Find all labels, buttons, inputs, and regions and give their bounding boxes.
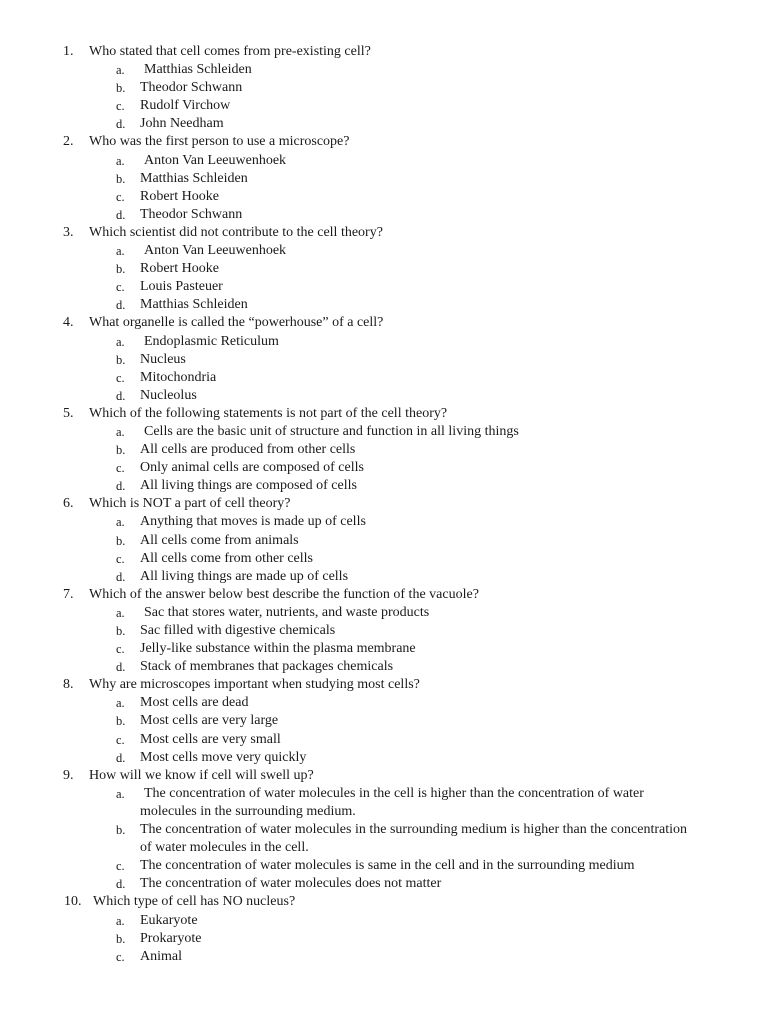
answer-option [0,568,768,586]
option-letter: a. [116,786,125,801]
question-8 [0,676,768,766]
option-text: All cells come from other cells [140,550,313,566]
option-letter: d. [116,388,126,403]
option-letter: c. [116,949,125,964]
option-letter: a. [116,515,125,530]
question-line [0,676,768,694]
question-number: 10. [64,894,82,910]
question-number: 3. [63,224,74,240]
answer-option [0,152,768,170]
answer-option [0,206,768,224]
answer-option [0,912,768,930]
option-letter: b. [116,823,126,838]
option-text: Anton Van Leeuwenhoek [144,243,287,259]
question-1 [0,43,768,133]
option-letter: b. [116,714,126,729]
option-text: Most cells are dead [140,695,249,711]
question-number: 6. [63,496,74,512]
option-letter: c. [116,551,125,566]
answer-option [0,423,768,441]
option-text: Anton Van Leeuwenhoek [144,152,287,168]
option-text: Robert Hooke [140,188,219,204]
option-letter: a. [116,244,125,259]
option-text: Eukaryote [140,912,198,928]
question-line [0,767,768,785]
option-letter: c. [116,280,125,295]
option-text: Matthias Schleiden [140,170,248,186]
option-text: Only animal cells are composed of cells [140,460,364,476]
question-text: What organelle is called the “powerhouse” of a cell? [89,315,384,331]
question-number: 4. [63,315,74,331]
question-text: Who stated that cell comes from pre-existing cell? [89,44,371,59]
option-letter: c. [116,370,125,385]
option-text: Cells are the basic unit of structure and function in all living things [144,423,519,439]
answer-option [0,188,768,206]
answer-option [0,550,768,568]
option-text: Jelly-like substance within the plasma membrane [140,641,416,657]
quiz-document [0,43,768,966]
question-number: 9. [63,767,74,783]
option-text: The concentration of water molecules does not matter [140,876,442,892]
option-letter: d. [116,877,126,892]
option-text: Sac that stores water, nutrients, and waste products [144,604,430,620]
answer-option [0,731,768,749]
question-text: Which is NOT a part of cell theory? [89,496,291,512]
option-letter: c. [116,189,125,204]
question-10 [0,893,768,965]
option-letter: b. [116,352,126,367]
answer-option [0,333,768,351]
option-letter: d. [116,207,126,222]
answer-option [0,242,768,260]
option-letter: b. [116,171,126,186]
answer-option [0,79,768,97]
answer-option [0,115,768,133]
answer-option [0,260,768,278]
answer-option [0,351,768,369]
option-letter: b. [116,81,126,96]
option-text: Louis Pasteuer [140,279,223,295]
question-2 [0,133,768,223]
question-7 [0,586,768,676]
option-text: Prokaryote [140,930,202,946]
option-text: The concentration of water molecules in the surrounding medium is higher than the concentration of water molecules in the cell. [140,822,687,856]
question-number: 5. [63,405,74,421]
option-text: Most cells are very small [140,731,281,747]
question-line [0,405,768,423]
option-letter: c. [116,99,125,114]
answer-option [0,97,768,115]
answer-option [0,658,768,676]
option-text: Stack of membranes that packages chemicals [140,659,394,675]
option-text: All living things are composed of cells [140,478,357,494]
question-text: Which of the answer below best describe the function of the vacuole? [89,586,479,602]
answer-option [0,930,768,948]
option-letter: d. [116,750,126,765]
answer-option [0,821,768,857]
option-letter: a. [116,605,125,620]
answer-option [0,532,768,550]
option-letter: a. [116,63,125,78]
question-text: Which of the following statements is not part of the cell theory? [89,405,448,421]
question-4 [0,314,768,404]
option-text: Animal [140,948,182,964]
question-line [0,43,768,61]
option-letter: b. [116,931,126,946]
question-line [0,224,768,242]
option-text: Robert Hooke [140,261,219,277]
question-text: How will we know if cell will swell up? [89,767,314,783]
question-line [0,586,768,604]
answer-option [0,857,768,875]
option-letter: b. [116,624,126,638]
option-letter: a. [116,696,125,711]
option-letter: d. [116,569,126,584]
answer-option [0,875,768,893]
option-letter: a. [116,913,125,928]
option-text: John Needham [140,116,224,132]
option-text: The concentration of water molecules is same in the cell and in the surrounding medium [140,858,635,874]
answer-option [0,296,768,314]
option-letter: c. [116,859,125,874]
question-line [0,314,768,332]
answer-option [0,170,768,188]
option-letter: d. [116,479,126,494]
option-text: Sac filled with digestive chemicals [140,623,336,638]
option-text: Theodor Schwann [140,80,243,96]
option-text: Matthias Schleiden [140,297,248,313]
answer-option [0,694,768,712]
option-text: All cells come from animals [140,532,299,548]
option-text: Rudolf Virchow [140,98,231,114]
answer-option [0,712,768,730]
option-text: Nucleus [140,351,186,367]
option-text: Endoplasmic Reticulum [144,333,279,349]
option-letter: d. [116,660,126,675]
question-line [0,893,768,911]
option-letter: a. [116,334,125,349]
option-text: All cells are produced from other cells [140,442,356,458]
answer-option [0,785,768,821]
answer-option [0,513,768,531]
question-text: Who was the first person to use a microscope? [89,134,350,150]
option-letter: c. [116,642,125,657]
option-text: Matthias Schleiden [144,62,252,78]
option-text: Anything that moves is made up of cells [140,514,366,530]
question-3 [0,224,768,314]
question-9 [0,767,768,894]
question-text: Why are microscopes important when studying most cells? [89,677,420,693]
answer-option [0,948,768,966]
question-6 [0,495,768,585]
option-letter: b. [116,262,126,277]
answer-option [0,61,768,79]
answer-option [0,387,768,405]
option-letter: d. [116,298,126,313]
question-number: 8. [63,677,74,693]
question-line [0,133,768,151]
question-line [0,495,768,513]
option-letter: d. [116,117,126,132]
answer-option [0,604,768,622]
answer-option [0,749,768,767]
option-letter: c. [116,732,125,747]
answer-option [0,459,768,477]
option-text: Nucleolus [140,387,197,403]
option-text: Most cells move very quickly [140,749,307,765]
question-number: 1. [63,44,74,59]
option-letter: c. [116,461,125,476]
answer-option [0,369,768,387]
option-letter: a. [116,153,125,168]
question-5 [0,405,768,495]
option-text: Mitochondria [140,369,217,385]
question-number: 2. [63,134,74,150]
answer-option [0,640,768,658]
option-text: Most cells are very large [140,713,279,729]
question-number: 7. [63,586,74,602]
answer-option [0,622,768,640]
answer-option [0,477,768,495]
question-text: Which type of cell has NO nucleus? [93,894,296,910]
option-text: The concentration of water molecules in the cell is higher than the concentration of water molecules in the surrounding medium. [140,785,644,819]
option-letter: a. [116,424,125,439]
question-text: Which scientist did not contribute to the cell theory? [89,224,383,240]
option-text: All living things are made up of cells [140,568,349,584]
option-letter: b. [116,443,126,458]
answer-option [0,441,768,459]
option-text: Theodor Schwann [140,206,243,222]
option-letter: b. [116,533,126,548]
answer-option [0,278,768,296]
